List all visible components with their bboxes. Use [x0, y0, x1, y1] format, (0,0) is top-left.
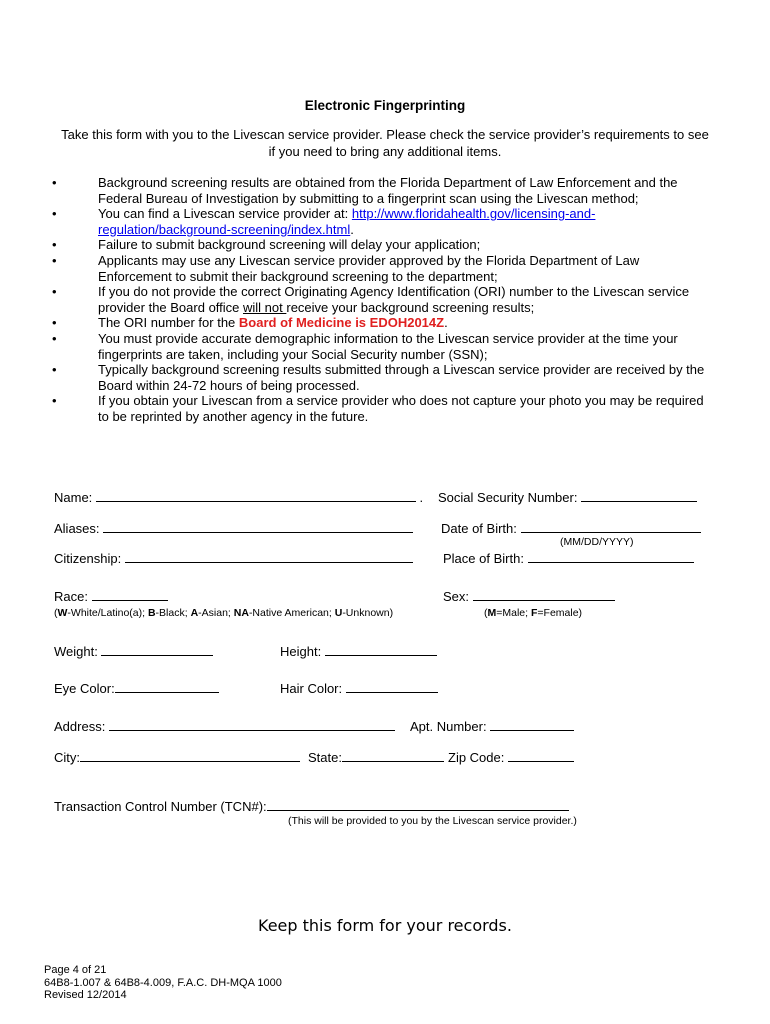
- instruction-text: You can find a Livescan service provider at:: [98, 206, 352, 222]
- bullet-marker: •: [52, 284, 57, 300]
- address-label: Address:: [54, 719, 106, 734]
- state-label: State:: [308, 750, 342, 765]
- instruction-text: receive your background screening results;: [286, 299, 535, 315]
- hint-text: -Native American;: [248, 607, 335, 619]
- sex-code: M: [487, 607, 497, 619]
- aliases-input-line[interactable]: [103, 521, 413, 533]
- race-field: [54, 589, 168, 604]
- name-dot: .: [419, 490, 424, 505]
- instruction-item: [52, 284, 712, 315]
- bullet-marker: •: [52, 330, 57, 346]
- citizenship-field: [54, 551, 413, 566]
- eye-color-label: Eye Color:: [54, 681, 115, 696]
- race-code: A: [190, 607, 199, 619]
- hint-text: -Asian;: [198, 607, 234, 619]
- pob-field: [443, 551, 694, 566]
- ssn-label: Social Security Number:: [438, 490, 578, 505]
- page-number: Page 4 of 21: [44, 964, 107, 976]
- instruction-text: Failure to submit background screening will delay your application;: [98, 237, 481, 253]
- instruction-item: [52, 206, 712, 237]
- hint-text: -Black;: [155, 607, 191, 619]
- address-field: [54, 719, 395, 734]
- race-code: NA: [233, 607, 249, 619]
- weight-label: Weight:: [54, 644, 98, 659]
- bullet-marker: •: [52, 175, 57, 190]
- aliases-field: [54, 521, 413, 536]
- instruction-item: [52, 253, 712, 284]
- instruction-item: [52, 331, 712, 362]
- ssn-field: [438, 490, 697, 505]
- instruction-text: Background screening results are obtained from the Florida Department of Law Enforcement and the Federal Bureau of Investigation by submitting to a fingerprint scan using the Livescan method;: [98, 175, 678, 206]
- weight-field: [54, 644, 213, 659]
- sex-code: F: [530, 607, 538, 619]
- sex-label: Sex:: [443, 589, 470, 604]
- sex-field: [443, 589, 615, 604]
- eye-color-input-line[interactable]: [115, 681, 219, 693]
- state-input-line[interactable]: [342, 750, 444, 762]
- instruction-text: The ORI number for the: [98, 315, 239, 331]
- name-label: Name:: [54, 490, 93, 505]
- tcn-hint: (This will be provided to you by the Livescan service provider.): [288, 815, 577, 827]
- dob-label: Date of Birth:: [441, 521, 517, 536]
- height-input-line[interactable]: [325, 644, 437, 656]
- instruction-item: [52, 175, 712, 206]
- address-input-line[interactable]: [109, 719, 395, 731]
- name-input-line[interactable]: [96, 490, 416, 502]
- sex-codes-hint: [484, 607, 582, 619]
- form-title: Electronic Fingerprinting: [304, 98, 466, 113]
- bullet-marker: •: [52, 393, 57, 409]
- bullet-marker: •: [52, 362, 57, 378]
- city-input-line[interactable]: [80, 750, 300, 762]
- livescan-provider-link[interactable]: http://www.floridahealth.gov/licensing-and-regulation/background-screening/index.html: [98, 206, 596, 237]
- zip-code-label: Zip Code:: [448, 750, 505, 765]
- instruction-text: If you do not provide the correct Originating Agency Identification (ORI) number to the Livescan service provider the Board office: [98, 284, 690, 315]
- race-codes-hint: [54, 607, 393, 619]
- keep-form-notice: Keep this form for your records.: [258, 916, 512, 935]
- city-field: [54, 750, 300, 765]
- hint-text: =Male;: [496, 607, 531, 619]
- sex-input-line[interactable]: [473, 589, 615, 601]
- instruction-text: You must provide accurate demographic information to the Livescan service provider at the time your fingerprints are taken, including your Social Security number (SSN);: [98, 330, 678, 362]
- instruction-text: Typically background screening results submitted through a Livescan service provider are received by the Board within 24-72 hours of being processed.: [98, 362, 705, 393]
- apt-number-field: [410, 719, 574, 734]
- revision-date: Revised 12/2014: [44, 989, 127, 1001]
- rule-reference: 64B8-1.007 & 64B8-4.009, F.A.C. DH-MQA 1000: [44, 976, 282, 989]
- instruction-item: [52, 362, 712, 393]
- ori-number-highlight: Board of Medicine is EDOH2014Z: [238, 315, 445, 331]
- height-field: [280, 644, 437, 659]
- ssn-input-line[interactable]: [581, 490, 697, 502]
- bullet-marker: •: [52, 315, 57, 331]
- race-code: U: [334, 607, 343, 619]
- hint-text: (: [484, 607, 488, 619]
- apt-number-input-line[interactable]: [490, 719, 574, 731]
- state-field: [308, 750, 444, 765]
- aliases-label: Aliases:: [54, 521, 100, 536]
- hint-text: -Unknown): [342, 607, 394, 619]
- bullet-marker: •: [52, 252, 57, 268]
- citizenship-input-line[interactable]: [125, 551, 413, 563]
- bullet-marker: •: [52, 206, 57, 222]
- instruction-item: [52, 237, 712, 253]
- instruction-list: [52, 175, 712, 425]
- name-field: [54, 490, 423, 505]
- zip-code-field: [448, 750, 574, 765]
- weight-input-line[interactable]: [101, 644, 213, 656]
- race-input-line[interactable]: [92, 589, 168, 601]
- instruction-text: Applicants may use any Livescan service provider approved by the Florida Department of Law Enforcement to submit their background screening to the department;: [98, 252, 640, 284]
- citizenship-label: Citizenship:: [54, 551, 122, 566]
- emphasis-text: will not: [243, 299, 287, 315]
- instruction-item: [52, 315, 712, 331]
- race-code: B: [147, 607, 156, 619]
- intro-text: Take this form with you to the Livescan service provider. Please check the service provider’s requirements to see if you need to bring any additional items.: [61, 127, 709, 159]
- zip-code-input-line[interactable]: [508, 750, 574, 762]
- tcn-label: Transaction Control Number (TCN#):: [54, 799, 267, 814]
- pob-input-line[interactable]: [528, 551, 694, 563]
- hair-color-input-line[interactable]: [346, 681, 438, 693]
- hint-text: (: [54, 607, 58, 619]
- race-code: W: [57, 607, 68, 619]
- tcn-input-line[interactable]: [267, 799, 569, 811]
- height-label: Height:: [280, 644, 322, 659]
- hair-color-label: Hair Color:: [280, 681, 343, 696]
- race-label: Race:: [54, 589, 88, 604]
- city-label: City:: [54, 750, 80, 765]
- eye-color-field: [54, 681, 219, 696]
- dob-format-hint: (MM/DD/YYYY): [560, 536, 634, 548]
- bullet-marker: •: [52, 237, 57, 253]
- page-footer: [44, 964, 282, 1002]
- instruction-item: [52, 393, 712, 424]
- dob-input-line[interactable]: [521, 521, 701, 533]
- instruction-text: .: [444, 315, 448, 331]
- apt-number-label: Apt. Number:: [410, 719, 487, 734]
- instruction-text: If you obtain your Livescan from a service provider who does not capture your photo you may be required to be reprinted by another agency in the future.: [98, 393, 704, 424]
- hair-color-field: [280, 681, 438, 696]
- dob-field: [441, 521, 701, 536]
- hint-text: =Female): [537, 607, 583, 619]
- pob-label: Place of Birth:: [443, 551, 524, 566]
- instruction-text: .: [350, 221, 354, 237]
- hint-text: -White/Latino(a);: [67, 607, 148, 619]
- tcn-field: [54, 799, 569, 814]
